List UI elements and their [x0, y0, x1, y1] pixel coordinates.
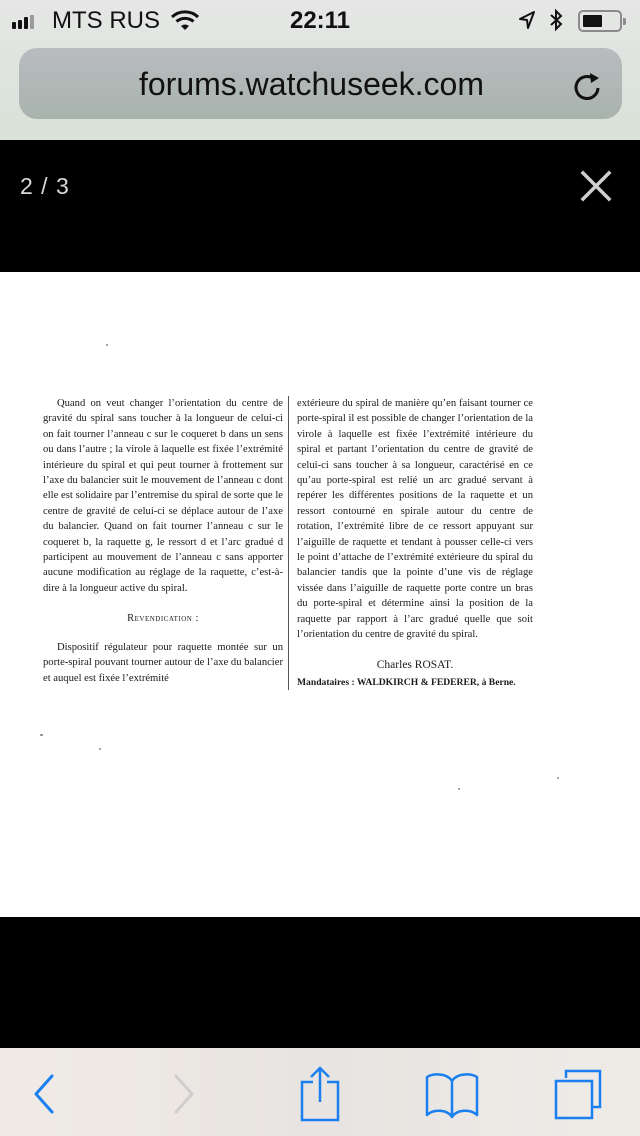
left-column — [43, 396, 288, 690]
document-columns — [43, 396, 533, 690]
back-icon — [32, 1073, 56, 1115]
close-icon[interactable] — [578, 168, 614, 204]
forward-button[interactable] — [154, 1066, 214, 1122]
url-text[interactable]: forums.watchuseek.com — [138, 66, 484, 102]
clock: 22:11 — [289, 7, 351, 34]
tabs-button[interactable] — [548, 1066, 608, 1122]
paragraph: Dispositif régulateur pour raquette montée sur un porte-spiral pouvant tourner autour de l’axe du balancier et auquel est fixée l’extrémité — [43, 641, 283, 684]
browser-toolbar — [0, 1048, 640, 1136]
battery-level — [583, 15, 602, 27]
battery-icon — [578, 10, 622, 32]
share-button[interactable] — [290, 1066, 350, 1122]
bookmarks-icon — [425, 1069, 479, 1119]
image-viewer-header — [0, 140, 640, 272]
paragraph: extérieure du spiral de manière qu’en faisant tourner ce porte-spiral il est possible de changer l’orientation de la virole à laquelle est fixée l’extrémité intérieure du spiral et partant l’orientation du centre de gravité de celui-ci sans toucher à sa longueur, caractérisé en ce qu’au porte-spiral est relié un arc gradué servant à repérer les différentes positions de la raquette et un ressort contourné en spirale autour du centre de rotation, l’extrémité libre de ce ressort appuyant sur l’aiguille de raquette et tendant à pousser celle-ci vers le point d’attache de l’extrémité extérieure du spiral du balancier tandis que la pointe d’une vis de réglage vissée dans l’aiguille de raquette porte contre un bras du porte-spiral et détermine ainsi la position de la raquette par rapport à l’arc gradué quelle que soit l’orientation du centre de gravité du spiral. — [297, 398, 533, 641]
bookmarks-button[interactable] — [422, 1066, 482, 1122]
back-button[interactable] — [14, 1066, 74, 1122]
tabs-icon — [554, 1068, 602, 1120]
paragraph: Quand on veut changer l’orientation du centre de gravité du spiral sans toucher à la longueur de celui-ci on fait tourner l’anneau c sur le coqueret b dans un sens ou dans l’autre ; la virole à laquelle est fixée l’extrémité intérieure du spiral et qui peut tourner à frottement sur l’axe du balancier suit le mouvement de l’anneau c dont elle est solidaire par l’entremise du spiral de sorte que le centre de gravité de celui-ci se déplace autour de l’axe du balancier. Quand on fait tourner l’anneau c sur le coqueret b, la raquette g, le ressort d et l’arc gradué d participent au mouvement de l’anneau c sans apporter aucune modification au réglage de la raquette, c’est-à-dire à la longueur active du spiral. — [43, 398, 283, 594]
document-image — [0, 272, 640, 917]
claim-heading: Revendication : — [127, 613, 199, 625]
forward-icon — [172, 1073, 196, 1115]
bluetooth-icon — [549, 8, 563, 32]
signature: Charles ROSAT. — [376, 658, 454, 671]
image-viewer-footer — [0, 917, 640, 1048]
right-column — [288, 396, 533, 690]
browser-top-chrome — [0, 0, 640, 140]
address-bar[interactable] — [19, 48, 622, 119]
share-icon — [300, 1066, 340, 1122]
location-icon — [518, 10, 536, 30]
reload-icon[interactable] — [572, 68, 604, 102]
status-bar — [0, 0, 640, 40]
carrier-name: MTS RUS — [52, 7, 160, 34]
agents-line: Mandataires : WALDKIRCH & FEDERER, à Berne. — [297, 676, 516, 688]
image-counter: 2 / 3 — [20, 173, 70, 199]
